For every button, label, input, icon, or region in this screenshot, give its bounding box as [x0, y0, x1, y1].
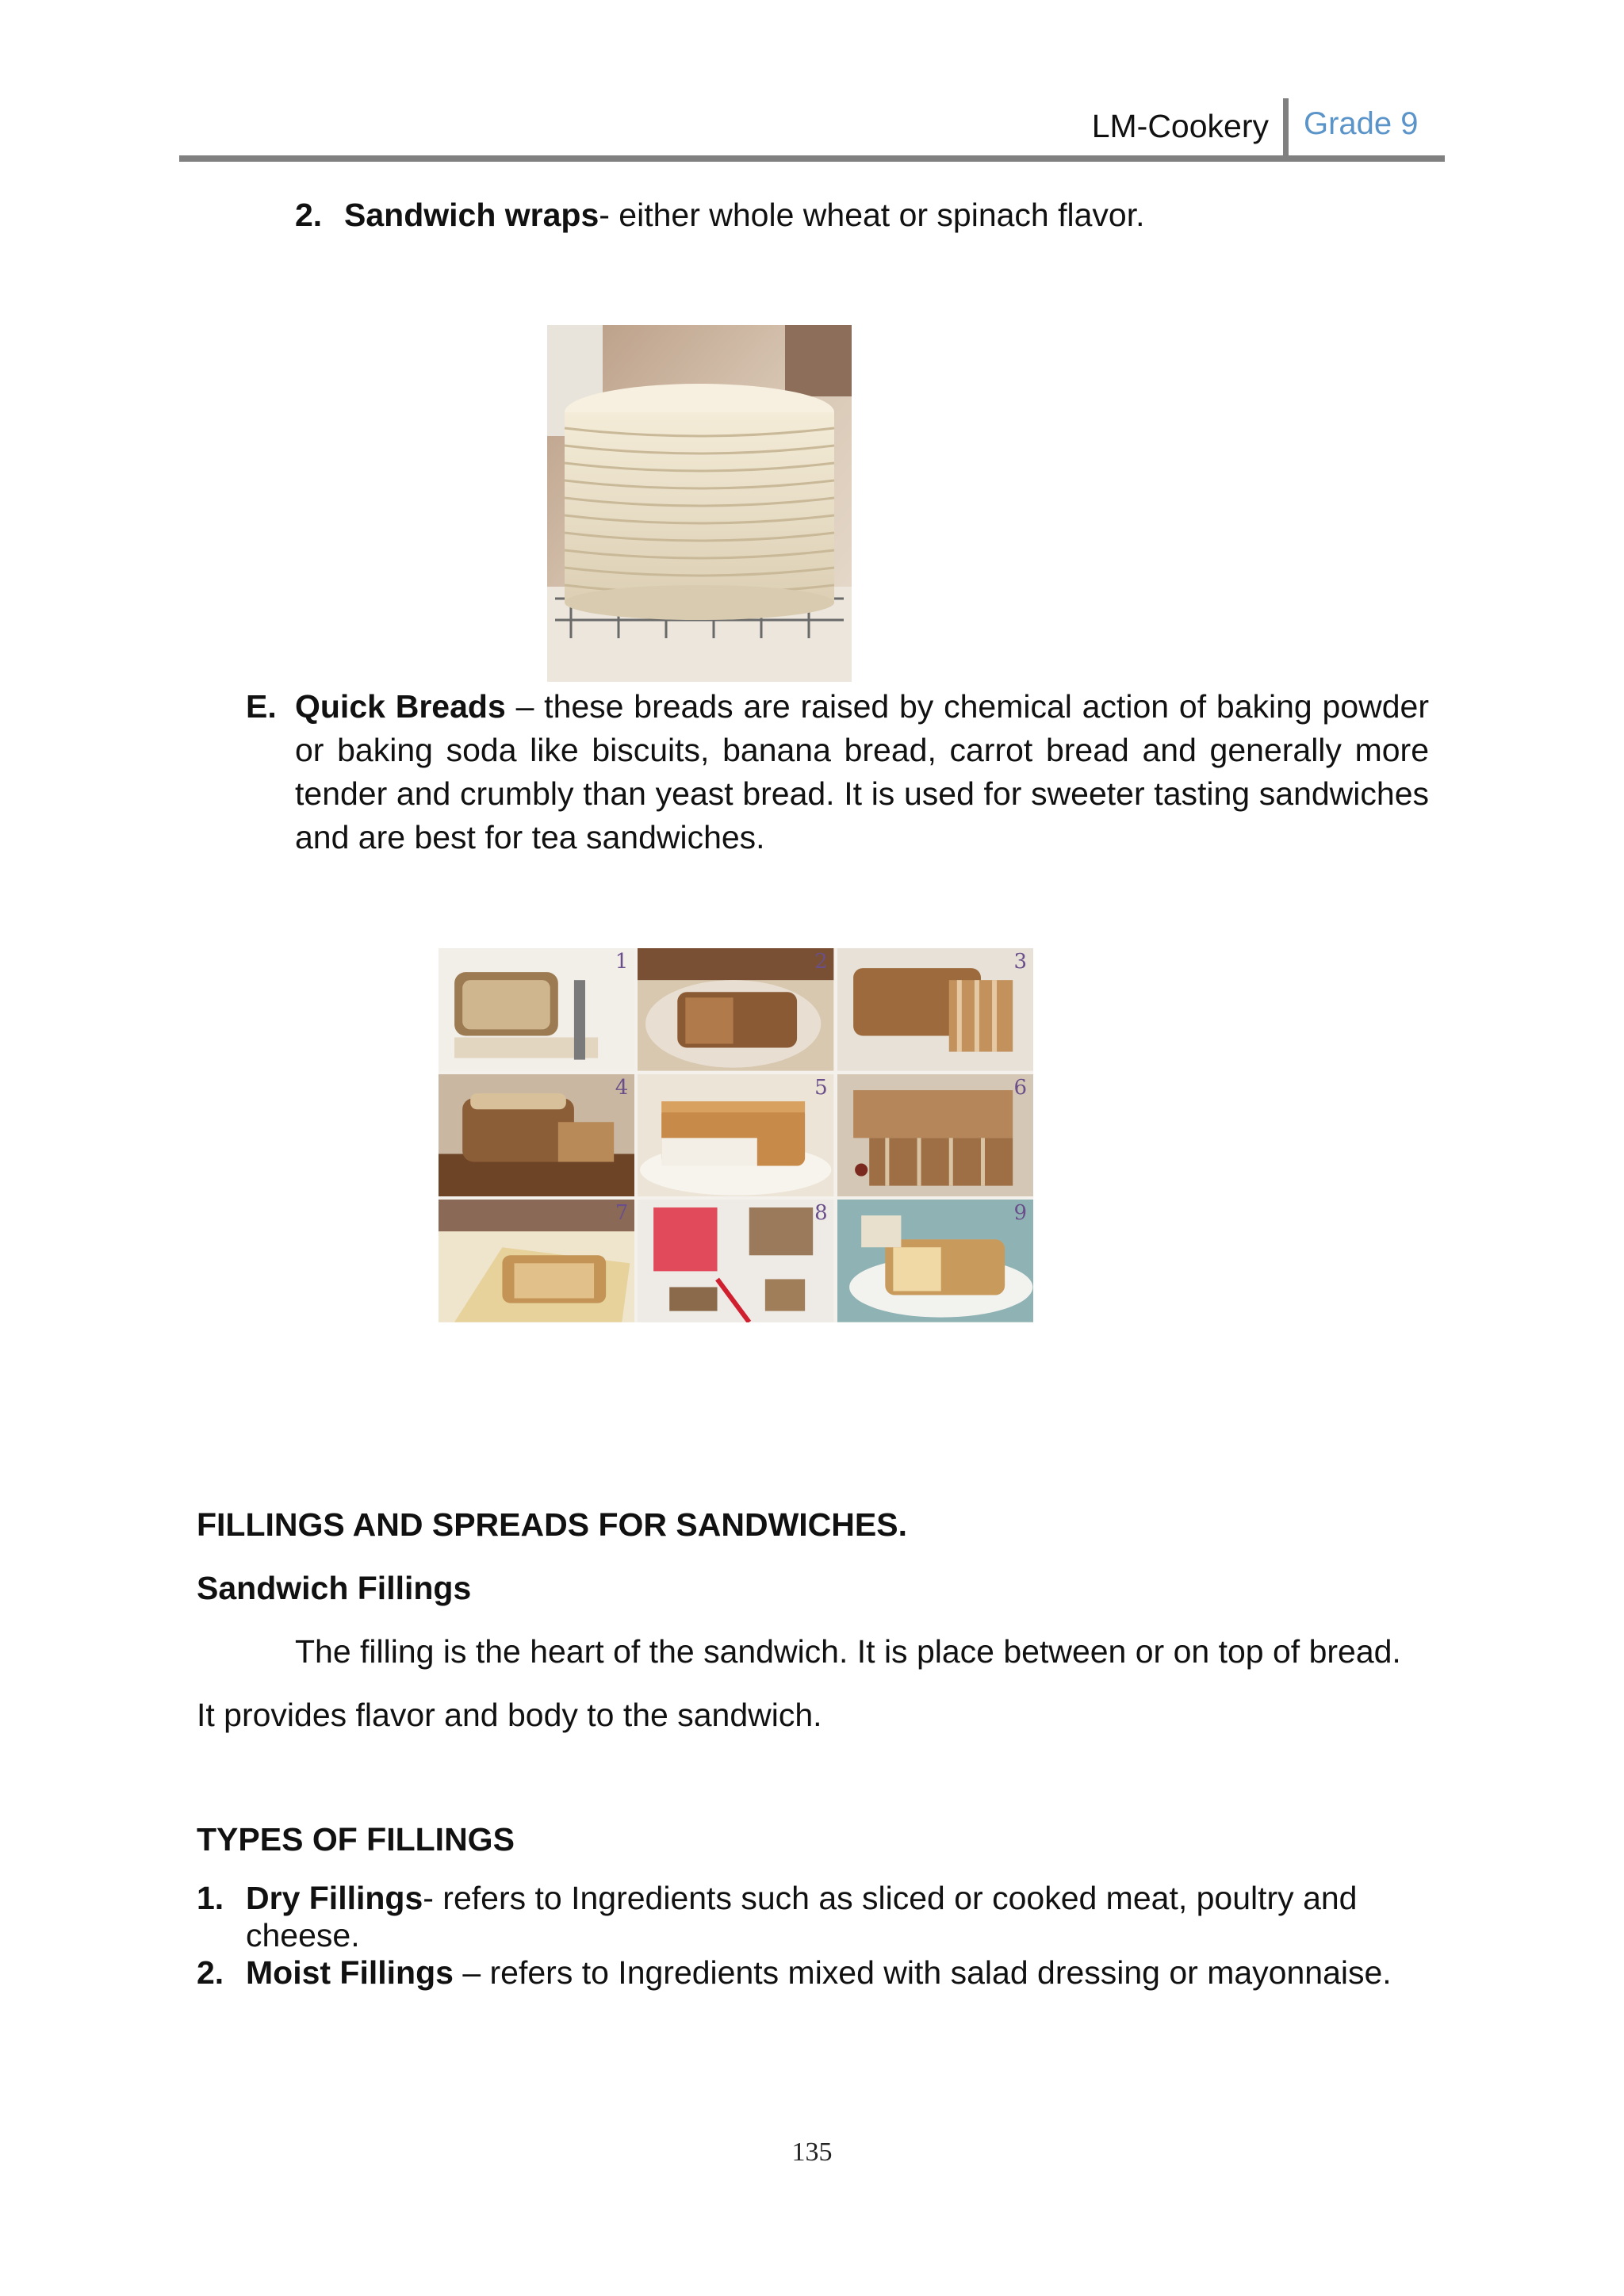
list-number: 2. [197, 1954, 224, 1991]
sandwich-wraps-text: - either whole wheat or spinach flavor. [599, 197, 1145, 233]
sandwich-fillings-line1: The filling is the heart of the sandwich. It is place between or on top of bread. [295, 1633, 1401, 1670]
grid-label: 1 [615, 950, 629, 974]
list-number: 2. [295, 197, 323, 233]
bread-photo [638, 1200, 833, 1322]
grid-label: 5 [814, 1075, 828, 1100]
list-number: 1. [197, 1880, 224, 1916]
grid-label: 8 [814, 1201, 828, 1226]
sandwich-wraps-item [295, 193, 1445, 237]
header-grade: Grade 9 [1304, 106, 1419, 141]
types-item-moist [197, 1954, 1445, 1992]
quick-breads-item [246, 685, 1429, 859]
sandwich-fillings-line2: It provides flavor and body to the sandwich. [197, 1697, 822, 1733]
bread-photo [837, 1200, 1033, 1322]
bread-photo [439, 948, 634, 1071]
grid-label: 3 [1013, 950, 1027, 974]
types-item-dry [197, 1880, 1402, 1954]
header-course: LM-Cookery [1091, 108, 1269, 144]
grid-label: 2 [814, 950, 828, 974]
list-letter: E. [246, 688, 277, 725]
grid-label: 9 [1013, 1201, 1027, 1226]
bread-photo [638, 948, 833, 1071]
grid-label: 6 [1013, 1075, 1027, 1100]
types-heading: TYPES OF FILLINGS [197, 1821, 515, 1858]
header-separator [1283, 98, 1289, 157]
sandwich-wraps-image [547, 325, 852, 682]
sandwich-fillings-heading: Sandwich Fillings [197, 1570, 472, 1606]
dry-fillings-term: Dry Fillings [246, 1880, 423, 1916]
grid-label: 7 [615, 1201, 629, 1226]
page-number: 135 [791, 2137, 833, 2167]
bread-photo [837, 948, 1033, 1071]
moist-fillings-text: – refers to Ingredients mixed with salad dressing or mayonnaise. [453, 1954, 1392, 1991]
quick-breads-image-grid [439, 948, 1033, 1322]
bread-photo [439, 1074, 634, 1197]
quick-breads-text: – these breads are raised by chemical action of baking powder or baking soda like biscuits, banana bread, carrot bread and generally more tender and crumbly than yeast bread. It is used for sweeter tasting sandwiches and are best for tea sandwiches. [295, 688, 1429, 855]
grid-label: 4 [615, 1075, 629, 1100]
bread-photo [837, 1074, 1033, 1197]
moist-fillings-term: Moist Fillings [246, 1954, 454, 1991]
page-header [179, 94, 1445, 162]
fillings-heading: FILLINGS AND SPREADS FOR SANDWICHES. [197, 1506, 907, 1543]
bread-photo [638, 1074, 833, 1197]
bread-photo [439, 1200, 634, 1322]
dry-fillings-text: - refers to Ingredients such as sliced or cooked meat, poultry and cheese. [246, 1880, 1358, 1954]
header-rule [179, 155, 1445, 162]
sandwich-wraps-term: Sandwich wraps [344, 197, 599, 233]
quick-breads-term: Quick Breads [295, 688, 506, 725]
